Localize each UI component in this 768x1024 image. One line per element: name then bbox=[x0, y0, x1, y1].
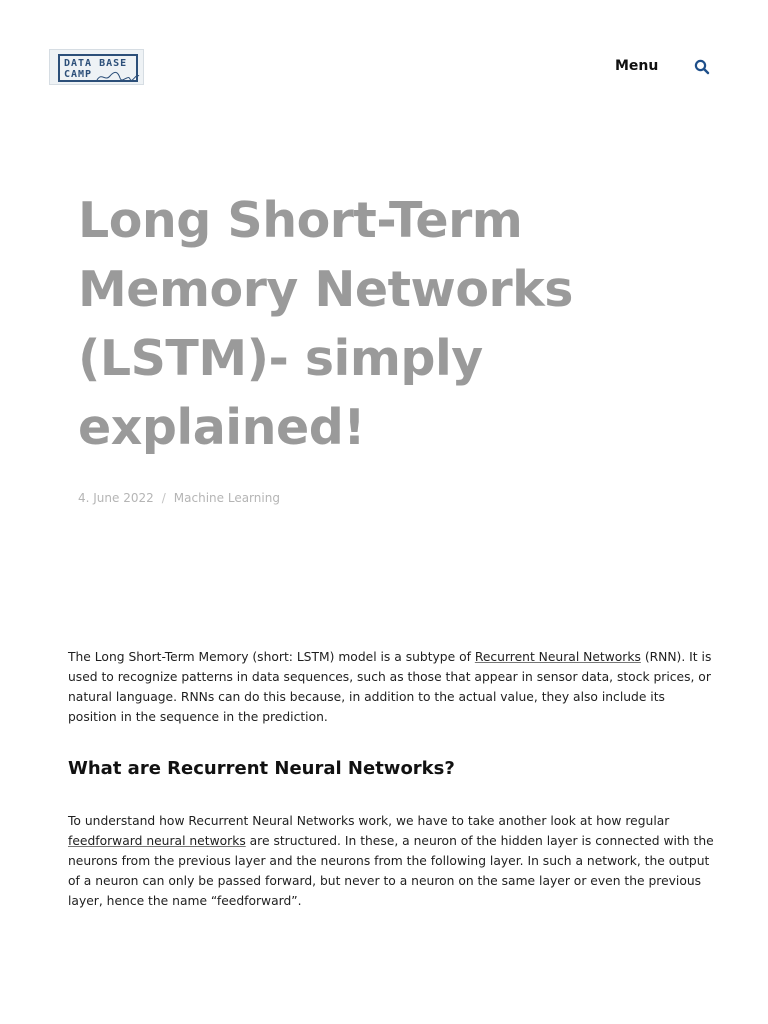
section-text-start: To understand how Recurrent Neural Networks work, we have to take another look at how regular bbox=[68, 814, 670, 828]
feedforward-link[interactable]: feedforward neural networks bbox=[68, 834, 246, 848]
logo-frame bbox=[58, 54, 138, 82]
search-icon bbox=[694, 59, 710, 75]
search-button[interactable] bbox=[694, 59, 710, 75]
site-logo[interactable] bbox=[49, 49, 144, 85]
logo-text: DATA BASE CAMP bbox=[64, 58, 128, 80]
category-link[interactable]: Machine Learning bbox=[173, 491, 280, 505]
article-date: 4. June 2022 bbox=[78, 491, 154, 505]
section-text-end: are structured. In these, a neuron of the hidden layer is connected with the neurons from the previous layer and the neurons from the following layer. In such a network, the output of a neuron can only be passed forward, but never to a neuron on the same layer or even the previous layer, hence the name “feedforward”. bbox=[68, 834, 714, 908]
menu-button[interactable]: Menu bbox=[615, 58, 659, 74]
logo-signature-icon bbox=[96, 70, 140, 82]
site-header bbox=[0, 0, 768, 130]
intro-text-end: (RNN). It is used to recognize patterns in data sequences, such as those that appear in sensor data, stock prices, or natural language. RNNs can do this because, in addition to the actual value, they also include its position in the sequence in the prediction. bbox=[68, 650, 712, 724]
rnn-link[interactable]: Recurrent Neural Networks bbox=[474, 650, 641, 664]
article-title: Long Short-Term Memory Networks (LSTM)- simply explained! bbox=[78, 192, 573, 456]
section-heading: What are Recurrent Neural Networks? bbox=[68, 758, 455, 779]
meta-separator: / bbox=[161, 491, 166, 505]
article-meta bbox=[78, 491, 280, 505]
intro-paragraph bbox=[68, 647, 716, 727]
section-paragraph bbox=[68, 811, 716, 911]
intro-text-start: The Long Short-Term Memory (short: LSTM) model is a subtype of bbox=[68, 650, 475, 664]
